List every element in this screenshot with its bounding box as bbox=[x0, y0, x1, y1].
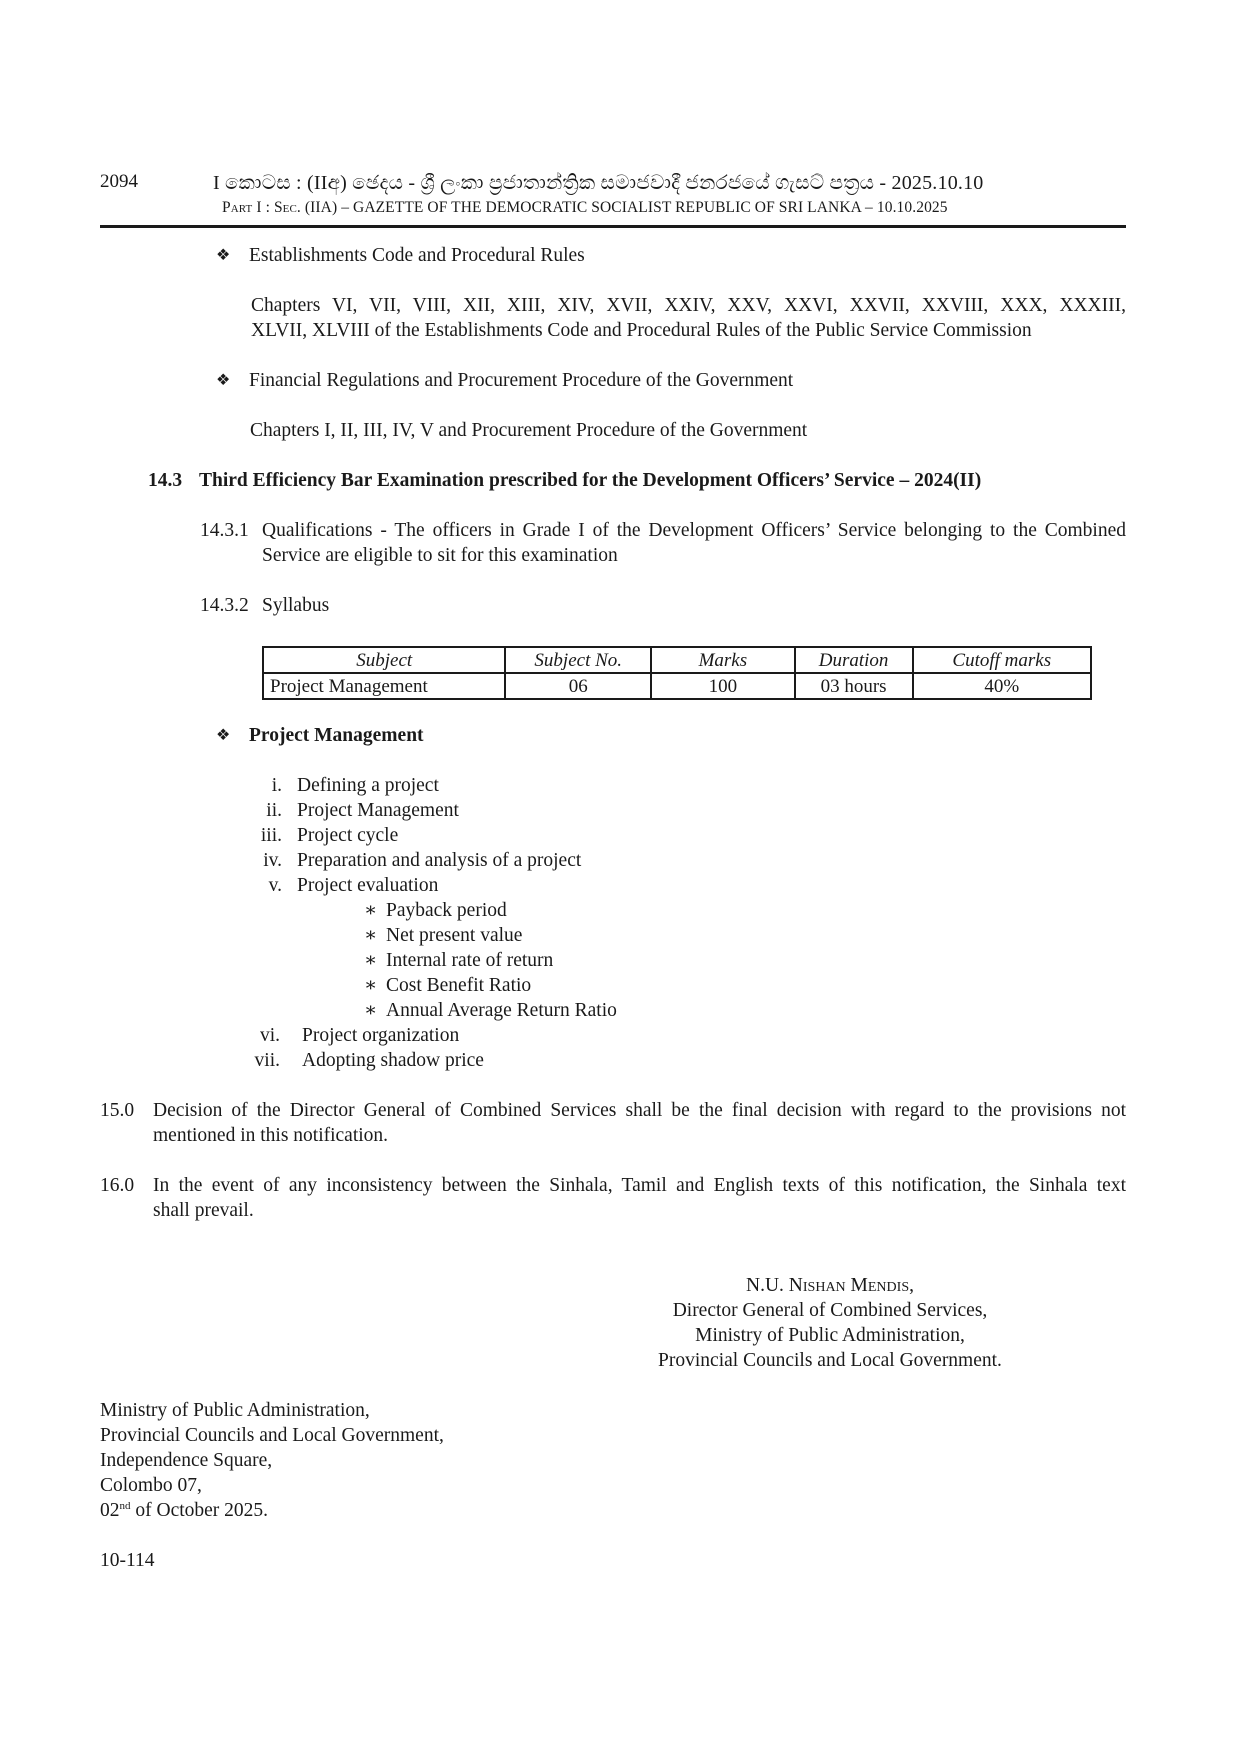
address-date bbox=[100, 1498, 268, 1523]
list-item-number: iii. bbox=[260, 825, 282, 846]
section-16-line2: shall prevail. bbox=[153, 1200, 254, 1221]
establishments-heading: Establishments Code and Procedural Rules bbox=[249, 245, 585, 266]
section-15-line1: Decision of the Director General of Combined Services shall be the final decision with regard to the provisions not bbox=[153, 1100, 1126, 1121]
list-item-number: i. bbox=[271, 775, 282, 796]
sub-list-item: Cost Benefit Ratio bbox=[386, 975, 532, 996]
cell-marks: 100 bbox=[651, 673, 795, 699]
date-day: 02 bbox=[100, 1500, 120, 1521]
cell-duration: 03 hours bbox=[795, 673, 913, 699]
section-14-3-number: 14.3 bbox=[148, 470, 183, 491]
list-item: Preparation and analysis of a project bbox=[297, 850, 582, 871]
table-row bbox=[263, 673, 1091, 699]
asterisk-bullet-icon: ∗ bbox=[364, 975, 378, 996]
signatory-title: Director General of Combined Services, bbox=[672, 1300, 988, 1321]
header-gazette-title: (IIA) – GAZETTE OF THE DEMOCRATIC SOCIALIST REPUBLIC OF SRI LANKA – 10.10.2025 bbox=[304, 199, 948, 216]
cell-subject: Project Management bbox=[263, 673, 505, 699]
list-item: Adopting shadow price bbox=[302, 1050, 484, 1071]
asterisk-bullet-icon: ∗ bbox=[364, 900, 378, 921]
list-item: Project cycle bbox=[297, 825, 399, 846]
list-item-number: vii. bbox=[254, 1050, 280, 1071]
sub-list-item: Annual Average Return Ratio bbox=[386, 1000, 617, 1021]
syllabus-table bbox=[262, 646, 1092, 700]
section-16-number: 16.0 bbox=[100, 1175, 135, 1196]
section-14-3-1-number: 14.3.1 bbox=[200, 520, 249, 541]
list-item-number: v. bbox=[268, 875, 282, 896]
diamond-bullet-icon: ❖ bbox=[216, 727, 231, 744]
asterisk-bullet-icon: ∗ bbox=[364, 1000, 378, 1021]
asterisk-bullet-icon: ∗ bbox=[364, 925, 378, 946]
date-suffix: nd bbox=[119, 1500, 131, 1512]
column-header-cutoff: Cutoff marks bbox=[913, 647, 1092, 673]
cell-cutoff: 40% bbox=[913, 673, 1092, 699]
list-item-number: vi. bbox=[259, 1025, 280, 1046]
list-item-number: ii. bbox=[266, 800, 282, 821]
section-14-3-title: Third Efficiency Bar Examination prescribed for the Development Officers’ Service – 2024(II) bbox=[199, 470, 982, 491]
header-rule bbox=[100, 225, 1126, 228]
column-header-duration: Duration bbox=[795, 647, 913, 673]
header-sinhala-title: I කොටස : (IIඅ) ඡෙදය - ශ්‍රී ලංකා ප්‍රජාතාන්ත්‍රික සමාජවාදී ජනරජයේ ගැසට් පත්‍රය - 2025.10.10 bbox=[213, 172, 984, 194]
address-line-4: Colombo 07, bbox=[100, 1475, 202, 1496]
list-item: Defining a project bbox=[297, 775, 439, 796]
section-14-3-1-line2: Service are eligible to sit for this examination bbox=[262, 545, 618, 566]
asterisk-bullet-icon: ∗ bbox=[364, 950, 378, 971]
address-line-2: Provincial Councils and Local Government, bbox=[100, 1425, 444, 1446]
cell-subject-no: 06 bbox=[505, 673, 651, 699]
section-14-3-2-title: Syllabus bbox=[262, 595, 330, 616]
list-item: Project Management bbox=[297, 800, 459, 821]
signatory-name: N.U. Nishan Mendis, bbox=[746, 1275, 914, 1296]
header-english-title bbox=[222, 199, 948, 217]
financial-body: Chapters I, II, III, IV, V and Procurement Procedure of the Government bbox=[250, 420, 808, 441]
section-16-line1: In the event of any inconsistency between the Sinhala, Tamil and English texts of this notification, the Sinhala text bbox=[153, 1175, 1126, 1196]
section-15-line2: mentioned in this notification. bbox=[153, 1125, 389, 1146]
date-rest: of October 2025. bbox=[130, 1500, 269, 1521]
list-item: Project evaluation bbox=[297, 875, 439, 896]
section-15-number: 15.0 bbox=[100, 1100, 135, 1121]
header-part-label: Part I : Sec. bbox=[222, 199, 301, 216]
address-line-1: Ministry of Public Administration, bbox=[100, 1400, 370, 1421]
sub-list-item: Payback period bbox=[386, 900, 507, 921]
diamond-bullet-icon: ❖ bbox=[216, 247, 231, 264]
section-14-3-1-line1: Qualifications - The officers in Grade I of the Development Officers’ Service belonging to the Combined bbox=[262, 520, 1126, 541]
signatory-ministry-2: Provincial Councils and Local Government. bbox=[658, 1350, 1002, 1371]
diamond-bullet-icon: ❖ bbox=[216, 372, 231, 389]
footer-reference: 10-114 bbox=[100, 1550, 155, 1571]
signatory-ministry: Ministry of Public Administration, bbox=[695, 1325, 965, 1346]
financial-heading: Financial Regulations and Procurement Procedure of the Government bbox=[249, 370, 794, 391]
page-number: 2094 bbox=[100, 171, 138, 192]
section-14-3-2-number: 14.3.2 bbox=[200, 595, 249, 616]
column-header-marks: Marks bbox=[651, 647, 795, 673]
table-header-row bbox=[263, 647, 1091, 673]
column-header-subject: Subject bbox=[263, 647, 505, 673]
sub-list-item: Net present value bbox=[386, 925, 523, 946]
project-management-heading: Project Management bbox=[249, 725, 424, 746]
list-item: Project organization bbox=[302, 1025, 460, 1046]
establishments-body-line2: XLVII, XLVIII of the Establishments Code and Procedural Rules of the Public Service Commission bbox=[251, 320, 1032, 341]
establishments-body-line1: Chapters VI, VII, VIII, XII, XIII, XIV, XVII, XXIV, XXV, XXVI, XXVII, XXVIII, XXX, XXXIII, bbox=[251, 295, 1126, 316]
list-item-number: iv. bbox=[263, 850, 282, 871]
address-line-3: Independence Square, bbox=[100, 1450, 273, 1471]
column-header-subject-no: Subject No. bbox=[505, 647, 651, 673]
sub-list-item: Internal rate of return bbox=[386, 950, 554, 971]
